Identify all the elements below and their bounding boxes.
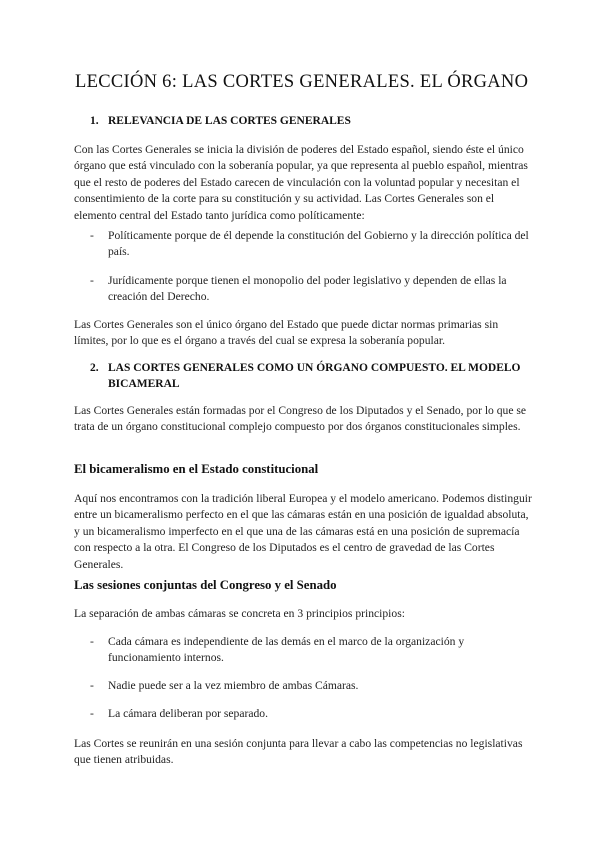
list-item-text: Nadie puede ser a la vez miembro de ambas Cámaras. xyxy=(108,679,359,692)
section-1-number: 1. xyxy=(90,115,99,127)
section-2-number: 2. xyxy=(90,362,99,374)
section-2-title: LAS CORTES GENERALES COMO UN ÓRGANO COMPUESTO. EL MODELO BICAMERAL xyxy=(108,362,521,390)
bullet-marker: - xyxy=(90,229,94,242)
bicameralismo-heading: El bicameralismo en el Estado constitucional xyxy=(74,462,319,476)
list-item-text: Jurídicamente porque tienen el monopolio del poder legislativo y dependen de ellas la creación del Derecho. xyxy=(108,274,507,304)
list-item xyxy=(90,273,530,306)
list-item-text: Cada cámara es independiente de las demás en el marco de la organización y funcionamiento internos. xyxy=(108,635,465,665)
bullet-marker: - xyxy=(90,707,94,720)
list-item-text: Políticamente porque de él depende la constitución del Gobierno y la dirección política del país. xyxy=(108,229,529,259)
section-1-title: RELEVANCIA DE LAS CORTES GENERALES xyxy=(108,115,351,127)
sesiones-closing: Las Cortes se reunirán en una sesión conjunta para llevar a cabo las competencias no legislativas que tienen atribuidas. xyxy=(74,737,523,767)
sesiones-heading: Las sesiones conjuntas del Congreso y el Senado xyxy=(74,578,337,592)
bullet-marker: - xyxy=(90,274,94,287)
list-item xyxy=(90,678,530,694)
bicameralismo-text: Aquí nos encontramos con la tradición liberal Europea y el modelo americano. Podemos distinguir entre un bicameralismo perfecto en el que las cámaras están en una posición de igualdad absoluta, y un bicameralismo imperfecto en el que una de las cámaras está en una posición de supremacía con respecto a la otra. El Congreso de los Diputados es el centro de gravedad de las Cortes Generales. xyxy=(74,492,532,571)
page-title: LECCIÓN 6: LAS CORTES GENERALES. EL ÓRGANO xyxy=(75,72,529,92)
section-2-intro: Las Cortes Generales están formadas por el Congreso de los Diputados y el Senado, por lo que se trata de un órgano constitucional complejo compuesto por dos órganos constitucionales simples. xyxy=(74,404,527,434)
section-1-closing: Las Cortes Generales son el único órgano del Estado que puede dictar normas primarias sin límites, por lo que es el órgano a través del cual se expresa la soberanía popular. xyxy=(74,318,499,348)
section-1-intro: Con las Cortes Generales se inicia la división de poderes del Estado español, siendo éste el único órgano que está vinculado con la soberanía popular, ya que representa al pueblo español, mientras que el resto de poderes del Estado carecen de vinculación con la voluntad popular y necesitan el consentimiento de la corte para su constitución y su actividad. Las Cortes Generales son el elemento central del Estado tanto jurídica como políticamente: xyxy=(74,143,528,222)
list-item-text: La cámara deliberan por separado. xyxy=(108,707,268,720)
list-item xyxy=(90,228,530,261)
list-item xyxy=(90,634,530,667)
sesiones-intro: La separación de ambas cámaras se concreta en 3 principios principios: xyxy=(74,607,405,620)
section-2-heading xyxy=(90,360,530,392)
bullet-marker: - xyxy=(90,635,94,648)
bullet-marker: - xyxy=(90,679,94,692)
section-1-heading xyxy=(90,113,530,129)
list-item xyxy=(90,706,530,722)
